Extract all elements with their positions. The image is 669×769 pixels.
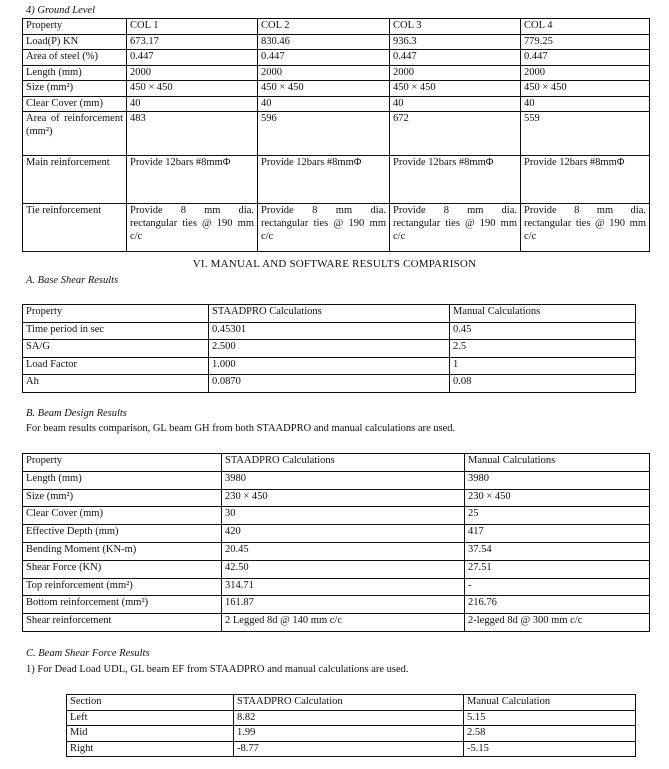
table-cell: 596 bbox=[258, 112, 390, 156]
beam-design-title: B. Beam Design Results bbox=[26, 408, 127, 419]
table-header-row bbox=[23, 19, 650, 35]
section-heading: VI. MANUAL AND SOFTWARE RESULTS COMPARISON bbox=[192, 258, 477, 270]
table-cell: 0.447 bbox=[127, 50, 258, 66]
table-cell: Right bbox=[67, 741, 234, 757]
table-cell: 0.45 bbox=[450, 322, 636, 340]
table-cell: 30 bbox=[222, 507, 465, 525]
table-header-cell: Property bbox=[23, 454, 222, 472]
table-cell: 779.25 bbox=[521, 34, 650, 50]
beam-design-intro: For beam results comparison, GL beam GH from both STAADPRO and manual calculations are used. bbox=[26, 423, 456, 434]
table-cell: 216.76 bbox=[465, 596, 650, 614]
table-row bbox=[23, 614, 650, 632]
table-cell: Size (mm²) bbox=[23, 489, 222, 507]
table-cell: Clear Cover (mm) bbox=[23, 507, 222, 525]
table-cell: 1.000 bbox=[209, 357, 450, 375]
table-cell: 2 Legged 8d @ 140 mm c/c bbox=[222, 614, 465, 632]
table-row bbox=[23, 50, 650, 66]
table-header-cell: STAADPRO Calculation bbox=[234, 695, 464, 711]
table-cell: Clear Cover (mm) bbox=[23, 96, 127, 112]
table-cell: 2-legged 8d @ 300 mm c/c bbox=[465, 614, 650, 632]
table-header-cell: STAADPRO Calculations bbox=[222, 454, 465, 472]
table-header-cell: Property bbox=[23, 305, 209, 323]
table-row bbox=[23, 560, 650, 578]
table-cell: Provide 8 mm dia. rectangular ties @ 190 mm c/c bbox=[258, 204, 390, 252]
table-header-row bbox=[67, 695, 636, 711]
table-header-cell: Property bbox=[23, 19, 127, 35]
table-cell: 673.17 bbox=[127, 34, 258, 50]
table-cell: 0.45301 bbox=[209, 322, 450, 340]
table-header-cell: COL 2 bbox=[258, 19, 390, 35]
table-cell: 483 bbox=[127, 112, 258, 156]
table-cell: 672 bbox=[390, 112, 521, 156]
beam-shear-table bbox=[66, 694, 636, 757]
ground-level-table bbox=[22, 18, 650, 252]
table-cell: Provide 8 mm dia. rectangular ties @ 190 mm c/c bbox=[390, 204, 521, 252]
table-cell: 450 × 450 bbox=[390, 81, 521, 97]
table-cell: 450 × 450 bbox=[127, 81, 258, 97]
table-row bbox=[23, 525, 650, 543]
table-row bbox=[23, 65, 650, 81]
table-row bbox=[23, 112, 650, 156]
table-cell: 417 bbox=[465, 525, 650, 543]
table-cell: 2000 bbox=[390, 65, 521, 81]
table-cell: Load Factor bbox=[23, 357, 209, 375]
table-cell: 2.5 bbox=[450, 340, 636, 358]
table-cell: 25 bbox=[465, 507, 650, 525]
table-header-row bbox=[23, 454, 650, 472]
table-cell: Main reinforcement bbox=[23, 156, 127, 204]
beam-shear-title: C. Beam Shear Force Results bbox=[26, 648, 150, 659]
table-cell: 2000 bbox=[127, 65, 258, 81]
table-cell: Provide 8 mm dia. rectangular ties @ 190 mm c/c bbox=[127, 204, 258, 252]
table-header-cell: Manual Calculations bbox=[465, 454, 650, 472]
table-cell: Provide 12bars #8mmΦ bbox=[390, 156, 521, 204]
table-cell: 0.447 bbox=[521, 50, 650, 66]
table-header-cell: STAADPRO Calculations bbox=[209, 305, 450, 323]
table-cell: Provide 8 mm dia. rectangular ties @ 190 mm c/c bbox=[521, 204, 650, 252]
base-shear-title: A. Base Shear Results bbox=[26, 275, 119, 286]
table-cell: Bending Moment (KN-m) bbox=[23, 542, 222, 560]
ground-level-title: 4) Ground Level bbox=[26, 5, 96, 16]
table-cell: 420 bbox=[222, 525, 465, 543]
table-cell: Size (mm²) bbox=[23, 81, 127, 97]
table-cell: 450 × 450 bbox=[521, 81, 650, 97]
table-row bbox=[23, 489, 650, 507]
table-cell: Top reinforcement (mm²) bbox=[23, 578, 222, 596]
table-cell: 42.50 bbox=[222, 560, 465, 578]
table-cell: Tie reinforcement bbox=[23, 204, 127, 252]
table-cell: 1.99 bbox=[234, 726, 464, 742]
table-row bbox=[23, 96, 650, 112]
beam-design-table bbox=[22, 453, 650, 632]
table-cell: - bbox=[465, 578, 650, 596]
table-cell: 936.3 bbox=[390, 34, 521, 50]
table-row bbox=[23, 322, 636, 340]
table-cell: 37.54 bbox=[465, 542, 650, 560]
table-cell: 1 bbox=[450, 357, 636, 375]
table-cell: Load(P) KN bbox=[23, 34, 127, 50]
table-cell: 830.46 bbox=[258, 34, 390, 50]
table-row bbox=[67, 710, 636, 726]
beam-shear-subtitle: 1) For Dead Load UDL, GL beam EF from STAADPRO and manual calculations are used. bbox=[26, 664, 409, 675]
table-cell: 5.15 bbox=[464, 710, 636, 726]
table-cell: SA/G bbox=[23, 340, 209, 358]
table-cell: Shear Force (KN) bbox=[23, 560, 222, 578]
table-cell: 40 bbox=[390, 96, 521, 112]
table-row bbox=[23, 204, 650, 252]
table-cell: 0.0870 bbox=[209, 375, 450, 393]
table-cell: Length (mm) bbox=[23, 65, 127, 81]
table-cell: 2000 bbox=[258, 65, 390, 81]
table-row bbox=[67, 726, 636, 742]
table-cell: Left bbox=[67, 710, 234, 726]
table-cell: Area of steel (%) bbox=[23, 50, 127, 66]
table-cell: Length (mm) bbox=[23, 471, 222, 489]
table-cell: 3980 bbox=[222, 471, 465, 489]
table-cell: Area of reinforcement (mm²) bbox=[23, 112, 127, 156]
table-cell: 40 bbox=[521, 96, 650, 112]
table-cell: 8.82 bbox=[234, 710, 464, 726]
table-header-row bbox=[23, 305, 636, 323]
table-cell: 161.87 bbox=[222, 596, 465, 614]
table-cell: Provide 12bars #8mmΦ bbox=[127, 156, 258, 204]
base-shear-table bbox=[22, 304, 636, 393]
table-row bbox=[23, 578, 650, 596]
table-row bbox=[67, 741, 636, 757]
table-cell: 0.447 bbox=[258, 50, 390, 66]
table-cell: 230 × 450 bbox=[222, 489, 465, 507]
table-cell: 2000 bbox=[521, 65, 650, 81]
table-header-cell: COL 1 bbox=[127, 19, 258, 35]
table-row bbox=[23, 375, 636, 393]
table-cell: 314.71 bbox=[222, 578, 465, 596]
table-cell: Shear reinforcement bbox=[23, 614, 222, 632]
table-cell: 0.447 bbox=[390, 50, 521, 66]
table-cell: 559 bbox=[521, 112, 650, 156]
table-cell: 40 bbox=[258, 96, 390, 112]
table-header-cell: COL 4 bbox=[521, 19, 650, 35]
table-row bbox=[23, 507, 650, 525]
table-row bbox=[23, 471, 650, 489]
table-cell: 2.58 bbox=[464, 726, 636, 742]
table-cell: 0.08 bbox=[450, 375, 636, 393]
table-cell: -8.77 bbox=[234, 741, 464, 757]
table-row bbox=[23, 340, 636, 358]
table-cell: Effective Depth (mm) bbox=[23, 525, 222, 543]
table-row bbox=[23, 357, 636, 375]
table-cell: Mid bbox=[67, 726, 234, 742]
table-header-cell: COL 3 bbox=[390, 19, 521, 35]
table-header-cell: Manual Calculation bbox=[464, 695, 636, 711]
table-row bbox=[23, 34, 650, 50]
table-row bbox=[23, 156, 650, 204]
table-cell: 2.500 bbox=[209, 340, 450, 358]
table-row bbox=[23, 542, 650, 560]
table-cell: Ah bbox=[23, 375, 209, 393]
table-cell: -5.15 bbox=[464, 741, 636, 757]
table-cell: 40 bbox=[127, 96, 258, 112]
table-header-cell: Section bbox=[67, 695, 234, 711]
table-cell: Bottom reinforcement (mm²) bbox=[23, 596, 222, 614]
table-cell: Provide 12bars #8mmΦ bbox=[521, 156, 650, 204]
table-cell: 20.45 bbox=[222, 542, 465, 560]
table-row bbox=[23, 596, 650, 614]
table-cell: Provide 12bars #8mmΦ bbox=[258, 156, 390, 204]
table-cell: Time period in sec bbox=[23, 322, 209, 340]
table-header-cell: Manual Calculations bbox=[450, 305, 636, 323]
table-cell: 450 × 450 bbox=[258, 81, 390, 97]
table-cell: 3980 bbox=[465, 471, 650, 489]
table-cell: 230 × 450 bbox=[465, 489, 650, 507]
table-row bbox=[23, 81, 650, 97]
table-cell: 27.51 bbox=[465, 560, 650, 578]
